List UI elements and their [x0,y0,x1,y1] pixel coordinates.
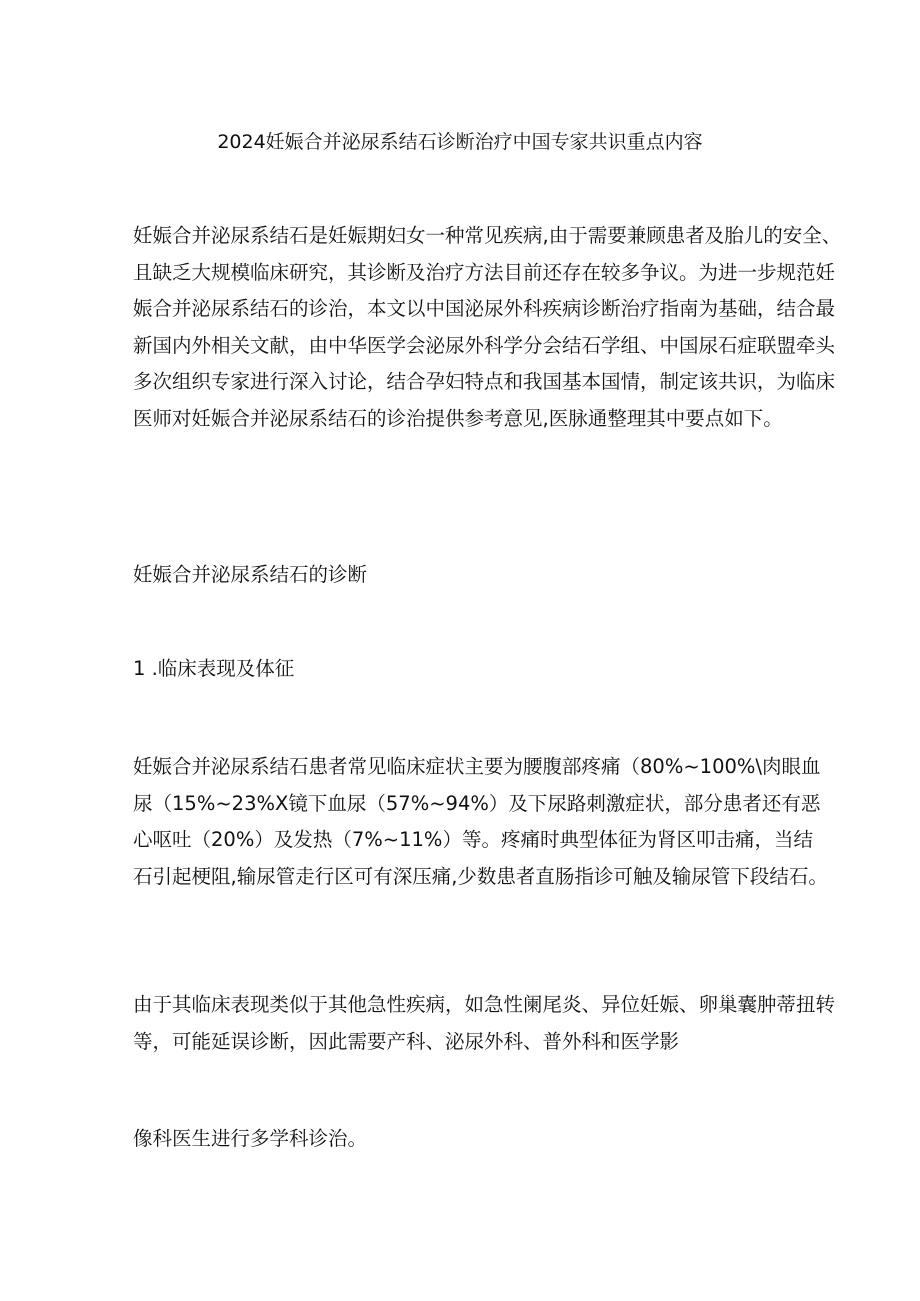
closing-line: 像科医生进行多学科诊治。 [133,1127,368,1150]
subsection-heading: 1 .临床表现及体征 [133,657,295,680]
section-heading: 妊娠合并泌尿系结石的诊断 [133,563,368,586]
intro-line: 娠合并泌尿系结石的诊治，本文以中国泌尿外科疾病诊断治疗指南为基础，结合最 [133,297,836,320]
intro-line: 妊娠合并泌尿系结石是妊娠期妇女一种常见疾病,由于需要兼顾患者及胎儿的安全、 [133,224,842,247]
intro-paragraph [133,218,842,437]
symptoms-line: 心呕吐（20%）及发热（7%~11%）等。疼痛时典型体征为肾区叩击痛，当结 [133,828,813,851]
document-title: 2024妊娠合并泌尿系结石诊断治疗中国专家共识重点内容 [217,131,703,153]
intro-line: 且缺乏大规模临床研究，其诊断及治疗方法目前还存在较多争议。为进一步规范妊 [133,260,836,284]
intro-line: 多次组织专家进行深入讨论，结合孕妇特点和我国基本国情，制定该共识，为临床 [133,370,836,393]
differential-paragraph [133,987,836,1060]
symptoms-line: 妊娠合并泌尿系结石患者常见临床症状主要为腰腹部疼痛（80%~100%\肉眼血 [133,755,821,778]
intro-line: 新国内外相关文献，由中华医学会泌尿外科学分会结石学组、中国尿石症联盟牵头 [133,333,836,357]
symptoms-paragraph [133,749,828,895]
symptoms-line: 尿（15%~23%X镜下血尿（57%~94%）及下尿路刺激症状，部分患者还有恶 [133,791,821,815]
symptoms-line: 石引起梗阻,输尿管走行区可有深压痛,少数患者直肠指诊可触及输尿管下段结石。 [133,864,828,888]
intro-line: 医师对妊娠合并泌尿系结石的诊治提供参考意见,医脉通整理其中要点如下。 [133,406,783,430]
differential-line: 等，可能延误诊断，因此需要产科、泌尿外科、普外科和医学影 [133,1029,680,1053]
differential-line: 由于其临床表现类似于其他急性疾病，如急性阑尾炎、异位妊娠、卵巢囊肿蒂扭转 [133,993,836,1016]
